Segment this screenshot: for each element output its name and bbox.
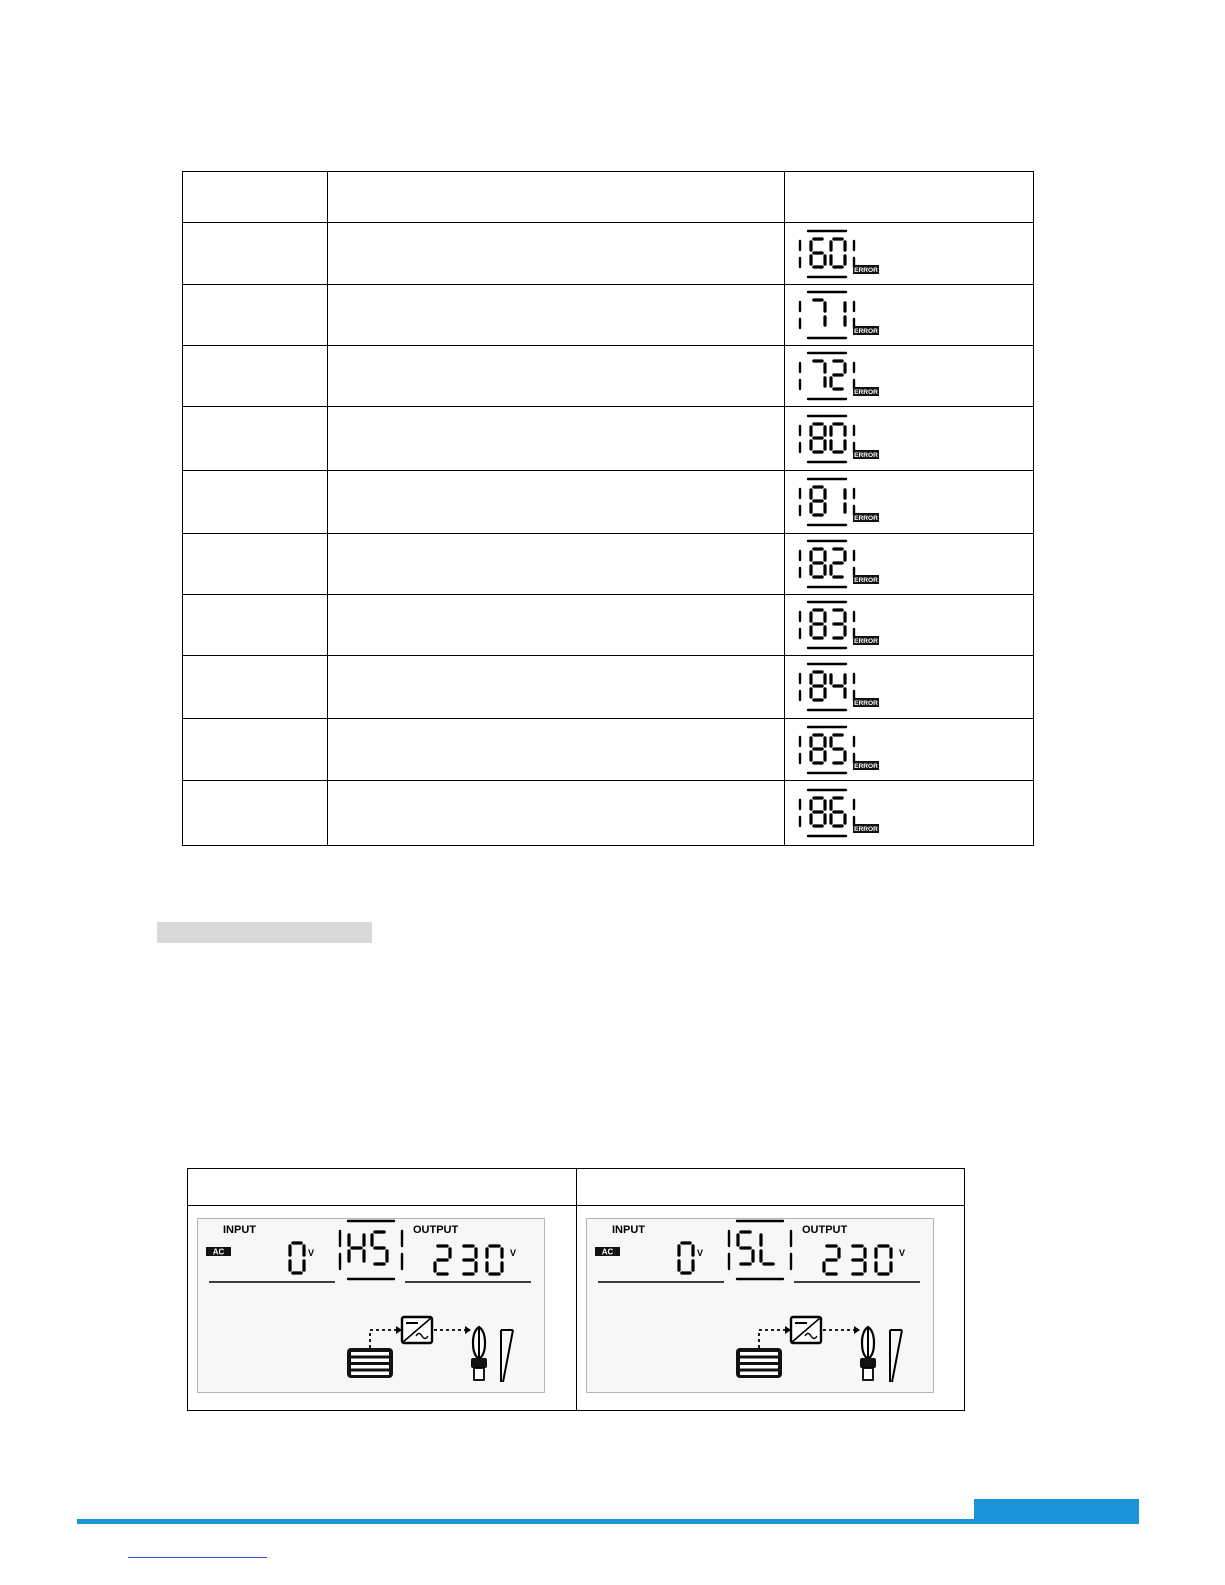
- ac-label: AC: [212, 1247, 225, 1257]
- inverter-icon: [402, 1317, 432, 1343]
- fault-event-cell: [328, 534, 785, 595]
- lcd-bracket-frame: [800, 479, 854, 525]
- lcd-bracket-frame: [800, 231, 854, 277]
- fault-code-cell: [183, 285, 328, 346]
- lcd-cell-left: [188, 1206, 577, 1411]
- lcd-fault-code-icon: [797, 660, 897, 714]
- error-label: ERROR: [854, 328, 878, 336]
- ac-label: AC: [601, 1247, 613, 1257]
- header-icon-on: [785, 172, 1034, 223]
- table-row: [183, 534, 1034, 595]
- lcd-warning-table: [187, 1168, 965, 1411]
- fault-icon-cell: [785, 534, 1034, 595]
- table-row: [183, 595, 1034, 656]
- fault-icon-cell: [785, 656, 1034, 719]
- fault-code-cell: [183, 346, 328, 407]
- inverter-icon: [791, 1317, 821, 1343]
- output-label: OUTPUT: [413, 1224, 459, 1236]
- lcd-fault-code-icon: [797, 537, 897, 591]
- section-heading-bar: [157, 922, 372, 943]
- error-label: ERROR: [854, 577, 878, 585]
- lcd-bracket-frame: [800, 602, 854, 648]
- table-row: [183, 656, 1034, 719]
- fault-code-cell: [183, 407, 328, 471]
- lcd-panel: [197, 1218, 547, 1394]
- output-unit: V: [898, 1248, 905, 1258]
- lcd-fault-code-icon: [797, 349, 897, 403]
- input-unit: V: [696, 1248, 703, 1258]
- table-row: [183, 223, 1034, 285]
- error-label: ERROR: [854, 826, 878, 834]
- fault-code-cell: [183, 719, 328, 781]
- lcd-bracket-frame: [800, 790, 854, 836]
- lcd-cell-right: [576, 1206, 965, 1411]
- fault-icon-cell: [785, 223, 1034, 285]
- lcd-bracket-frame: [800, 541, 854, 587]
- fault-event-cell: [328, 719, 785, 781]
- header-right: [576, 1169, 965, 1206]
- error-label: ERROR: [854, 700, 878, 708]
- table-row: [183, 407, 1034, 471]
- fault-event-cell: [328, 285, 785, 346]
- input-unit: V: [308, 1248, 315, 1258]
- header-fault-event: [328, 172, 785, 223]
- fault-code-cell: [183, 781, 328, 846]
- lcd-fault-code-icon: [797, 288, 897, 342]
- table-row: [183, 781, 1034, 846]
- fault-event-cell: [328, 656, 785, 719]
- fault-code-cell: [183, 223, 328, 285]
- fault-event-cell: [328, 346, 785, 407]
- output-label: OUTPUT: [801, 1224, 847, 1236]
- error-label: ERROR: [854, 266, 878, 274]
- input-label: INPUT: [223, 1224, 256, 1236]
- lcd-fault-code-icon: [797, 227, 897, 281]
- footer-link[interactable]: [128, 1557, 267, 1558]
- lcd-fault-code-icon: [797, 786, 897, 840]
- lcd-bracket-frame: [800, 664, 854, 710]
- fault-icon-cell: [785, 719, 1034, 781]
- error-label: ERROR: [854, 451, 878, 459]
- fault-icon-cell: [785, 285, 1034, 346]
- fault-code-cell: [183, 534, 328, 595]
- battery-icon: [736, 1348, 782, 1378]
- lcd-bracket-frame: [800, 353, 854, 399]
- lcd-fault-code-icon: [797, 598, 897, 652]
- error-label: ERROR: [854, 389, 878, 397]
- table-row: [183, 346, 1034, 407]
- header-fault-code: [183, 172, 328, 223]
- fault-code-table: [182, 171, 1034, 846]
- fault-event-cell: [328, 595, 785, 656]
- fault-event-cell: [328, 471, 785, 534]
- fault-icon-cell: [785, 781, 1034, 846]
- fault-icon-cell: [785, 346, 1034, 407]
- fault-code-cell: [183, 656, 328, 719]
- lcd-panel: [586, 1218, 941, 1394]
- table-row: [183, 471, 1034, 534]
- error-label: ERROR: [854, 762, 878, 770]
- fault-code-cell: [183, 471, 328, 534]
- battery-icon: [347, 1348, 393, 1378]
- fault-event-cell: [328, 407, 785, 471]
- lcd-panel-row: [188, 1206, 965, 1411]
- fault-icon-cell: [785, 595, 1034, 656]
- footer-rule: [77, 1519, 1139, 1524]
- fault-code-cell: [183, 595, 328, 656]
- table-header-row: [188, 1169, 965, 1206]
- lcd-bracket-frame: [800, 292, 854, 338]
- output-unit: V: [510, 1248, 517, 1258]
- lcd-bracket-frame: [800, 727, 854, 773]
- error-label: ERROR: [854, 515, 878, 523]
- fault-event-cell: [328, 223, 785, 285]
- table-row: [183, 719, 1034, 781]
- table-header-row: [183, 172, 1034, 223]
- lcd-fault-code-icon: [797, 412, 897, 466]
- input-label: INPUT: [611, 1224, 645, 1236]
- lcd-fault-code-icon: [797, 475, 897, 529]
- table-row: [183, 285, 1034, 346]
- lcd-bracket-frame: [800, 416, 854, 462]
- fault-icon-cell: [785, 471, 1034, 534]
- header-left: [188, 1169, 577, 1206]
- lcd-fault-code-icon: [797, 723, 897, 777]
- error-label: ERROR: [854, 638, 878, 646]
- fault-icon-cell: [785, 407, 1034, 471]
- fault-event-cell: [328, 781, 785, 846]
